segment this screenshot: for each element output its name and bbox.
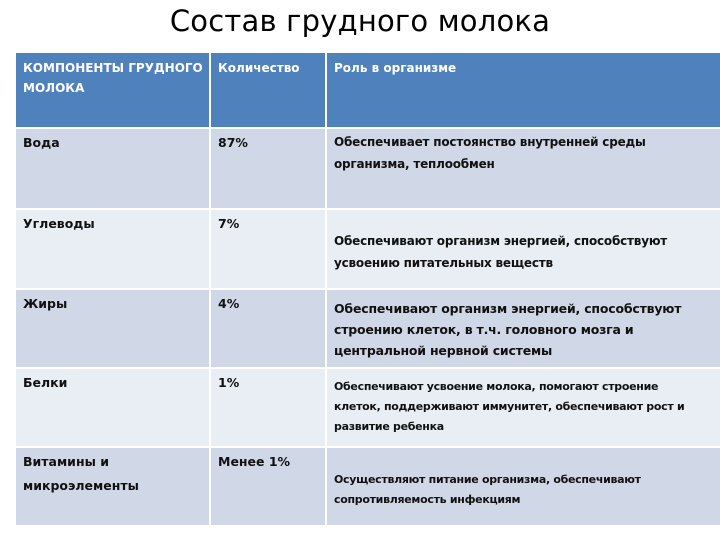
table-header-row xyxy=(16,53,720,128)
amount-cell: 4% xyxy=(210,289,326,368)
amount-cell: 7% xyxy=(210,209,326,289)
role-cell: Обеспечивает постоянство внутренней среды организма, теплообмен xyxy=(326,128,720,209)
header-amount: Количество xyxy=(210,53,326,128)
slide-title: Состав грудного молока xyxy=(169,4,551,38)
component-cell: Жиры xyxy=(16,289,210,368)
component-cell: Вода xyxy=(16,128,210,209)
table-row xyxy=(16,368,720,447)
table-row xyxy=(16,209,720,289)
table-row xyxy=(16,289,720,368)
milk-composition-table xyxy=(16,53,720,527)
amount-cell: Менее 1% xyxy=(210,447,326,526)
component-cell: Белки xyxy=(16,368,210,447)
table-row xyxy=(16,447,720,526)
role-cell: Обеспечивают усвоение молока, помогают строение клеток, поддерживают иммунитет, обеспечивают рост и развитие ребенка xyxy=(326,368,720,447)
header-role: Роль в организме xyxy=(326,53,720,128)
table-row xyxy=(16,128,720,209)
role-cell: Осуществляют питание организма, обеспечивают сопротивляемость инфекциям xyxy=(326,447,720,526)
role-cell: Обеспечивают организм энергией, способствуют строению клеток, в т.ч. головного мозга и центральной нервной системы xyxy=(326,289,720,368)
component-cell: Углеводы xyxy=(16,209,210,289)
amount-cell: 1% xyxy=(210,368,326,447)
role-cell: Обеспечивают организм энергией, способствуют усвоению питательных веществ xyxy=(326,209,720,289)
header-component: КОМПОНЕНТЫ ГРУДНОГО МОЛОКА xyxy=(16,53,210,128)
component-cell: Витамины и микроэлементы xyxy=(16,447,210,526)
amount-cell: 87% xyxy=(210,128,326,209)
